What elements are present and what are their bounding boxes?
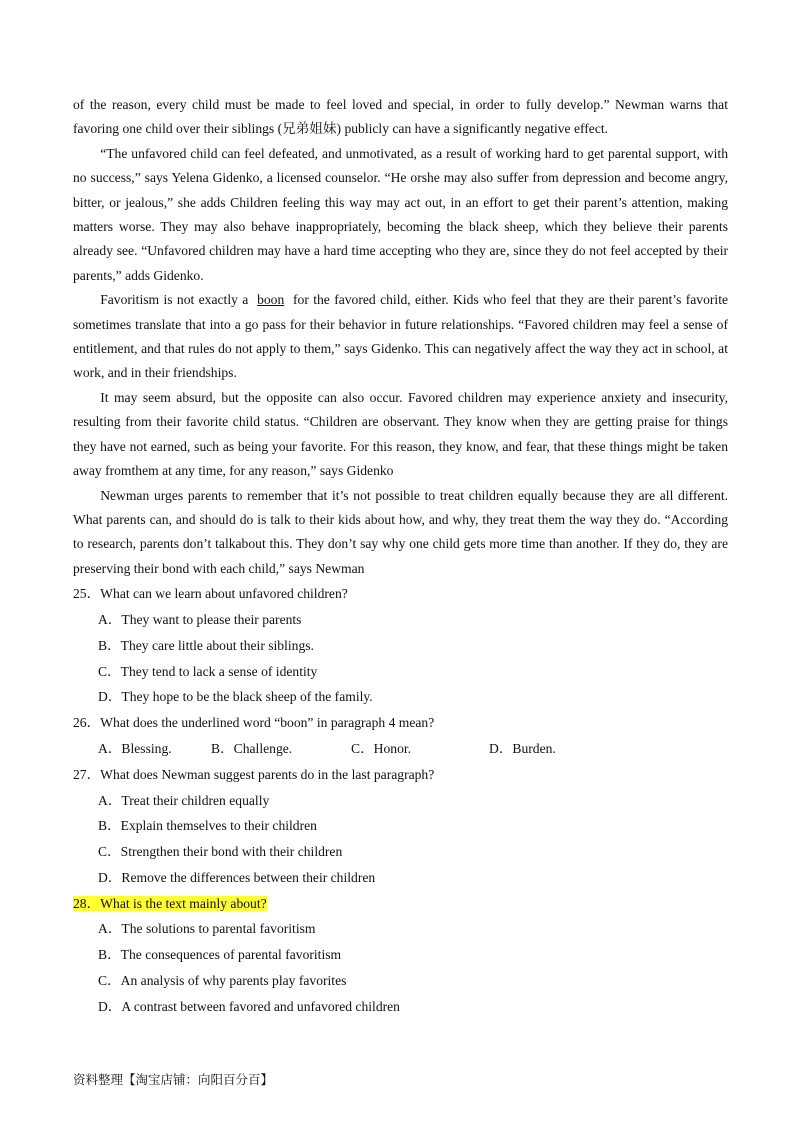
option-d: D．They hope to be the black sheep of the family. [98, 689, 373, 705]
option-b: B．They care little about their siblings. [98, 637, 314, 653]
question-stem: 26．What does the underlined word “boon” in paragraph 4 mean? [73, 715, 435, 731]
question-stem: 25．What can we learn about unfavored children? [73, 586, 348, 602]
option-c: C．Honor. [351, 740, 412, 756]
question-25 [73, 581, 728, 710]
option-a: A．The solutions to parental favoritism [98, 921, 316, 937]
passage-paragraph-3 [73, 288, 728, 386]
option-a: A．Treat their children equally [98, 792, 270, 808]
passage-paragraph-4: It may seem absurd, but the opposite can also occur. Favored children may experience anxiety and insecurity, resulting from their favorite child status. “Children are observant. They know when they are getting praise for things they have not earned, such as being your favorite. For this reason, they know, and fear, that these things might be taken away fromthem at any time, for any reason,” says Gidenko [73, 389, 728, 479]
paragraph-3-start: Favoritism is not exactly a [100, 292, 249, 308]
option-row [98, 736, 728, 762]
option-d: D．Burden. [489, 740, 556, 756]
paragraph-3-rest: for the favored child, either. Kids who feel that they are their parent’s favorite sometimes translate that into a go pass for their behavior in future relationships. “Favored children may feel a sense of entitlement, and that rules do not apply to them,” says Gidenko. This can negatively affect the way they act in school, at work, and in their friendships. [73, 292, 729, 381]
document-page [73, 93, 728, 1020]
question-28 [73, 891, 728, 1020]
passage-paragraph-2: “The unfavored child can feel defeated, and unmotivated, as a result of working hard to get parental support, with no success,” says Yelena Gidenko, a licensed counselor. “He orshe may also suffer from depression and become angry, bitter, or jealous,” she adds Children feeling this way may act out, in an effort to get their parent’s attention, making matters worse. They may also behave inappropriately, becoming the black sheep, which they believe their parents already see. “Unfavored children may have a hard time accepting who they are, since they do not feel accepted by their parents,” adds Gidenko. [73, 145, 728, 283]
option-b: B．Challenge. [211, 740, 293, 756]
passage-paragraph-5: Newman urges parents to remember that it’s not possible to treat children equally because they are all different. What parents can, and should do is talk to their kids about how, and why, they treat them the way they do. “According to research, parents don’t talkabout this. They don’t say why one child gets more time than another. If they do, they are preserving their bond with each child,” says Newman [73, 487, 728, 576]
question-27 [73, 762, 728, 891]
option-b: B．The consequences of parental favoritism [98, 947, 342, 963]
option-b: B．Explain themselves to their children [98, 818, 317, 834]
question-list [73, 581, 728, 1020]
question-26 [73, 710, 728, 762]
footer-note: 资料整理【淘宝店铺：向阳百分百】 [73, 1072, 274, 1087]
option-c: C．They tend to lack a sense of identity [98, 663, 318, 679]
option-c: C．Strengthen their bond with their children [98, 844, 343, 860]
highlighted-question-stem: 28．What is the text mainly about? [73, 895, 267, 911]
option-a: A．Blessing. [98, 740, 172, 756]
option-a: A．They want to please their parents [98, 611, 302, 627]
option-d: D．Remove the differences between their children [98, 869, 376, 885]
option-d: D．A contrast between favored and unfavored children [98, 998, 400, 1014]
question-stem: 27．What does Newman suggest parents do in the last paragraph? [73, 766, 435, 782]
underlined-word-boon: boon [257, 292, 285, 308]
option-c: C．An analysis of why parents play favorites [98, 973, 347, 989]
passage-paragraph-1: of the reason, every child must be made to feel loved and special, in order to fully develop.” Newman warns that favoring one child over their siblings (兄弟姐妹) publicly can have a significantly negative effect. [73, 97, 728, 137]
